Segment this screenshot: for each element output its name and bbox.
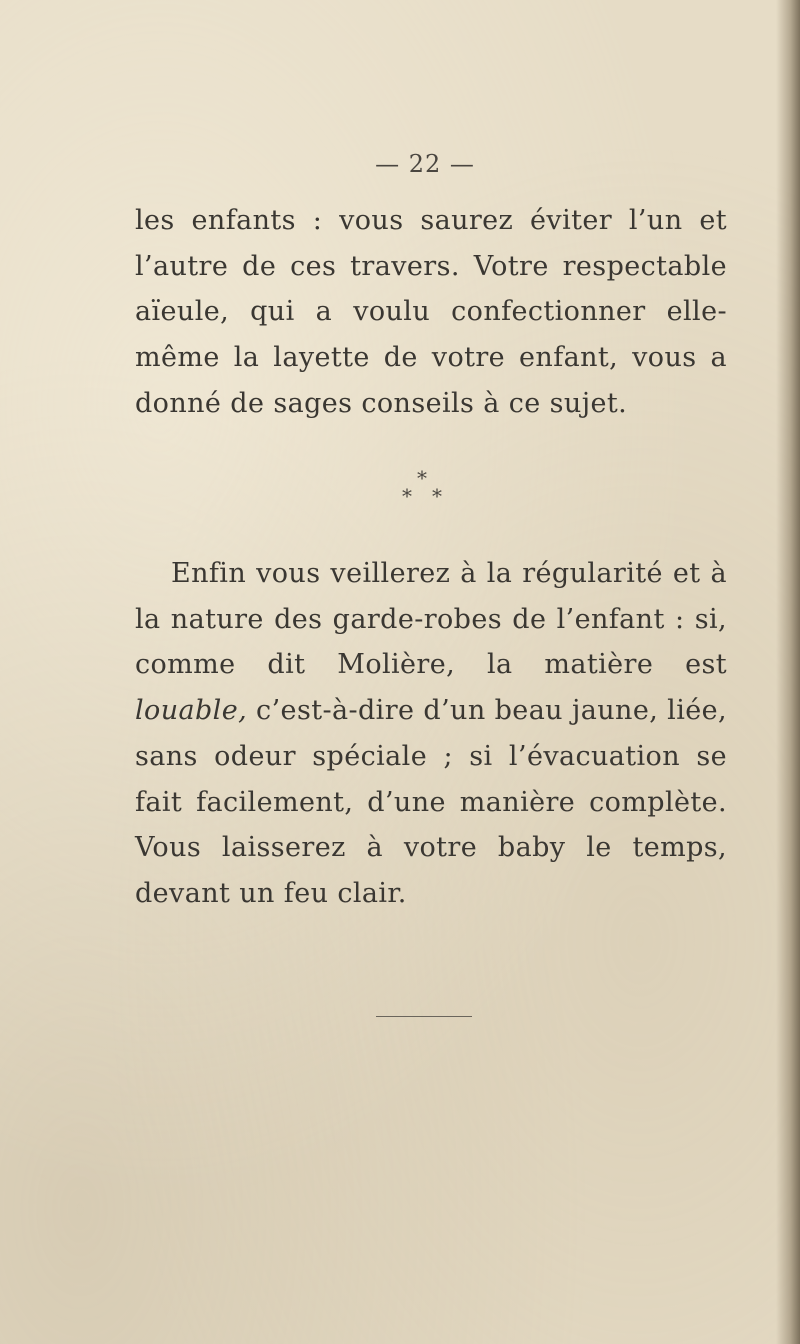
asterism-left-star: * [402, 484, 412, 508]
page-number: — 22 — [375, 150, 475, 178]
paragraph-2-italic-word: louable, [135, 695, 248, 727]
asterism-right-star: * [432, 484, 442, 508]
asterism-top-star: * [417, 466, 427, 490]
paragraph-2 [135, 551, 727, 917]
paragraph-2-part-1: Enfin vous veillerez à la régularité et à la nature des garde-robes de l’enfant : si, comme dit Molière, la matière est [135, 558, 727, 681]
asterism-separator [380, 466, 470, 516]
paragraph-2-text [135, 551, 727, 917]
paragraph-1 [135, 198, 727, 427]
section-end-rule [376, 1016, 472, 1017]
paragraph-2-part-2: c’est-à-dire d’un beau jaune, liée, sans odeur spéciale ; si l’évacuation se fait facilement, d’une manière complète. Vous laisserez à votre baby le temps, devant un feu clair. [135, 695, 727, 909]
page-edge-shadow [776, 0, 800, 1344]
paragraph-1-text: les enfants : vous saurez éviter l’un et l’autre de ces travers. Votre respectable aïeule, qui a voulu confectionner elle-même la layette de votre enfant, vous a donné de sages conseils à ce sujet. [135, 205, 727, 419]
